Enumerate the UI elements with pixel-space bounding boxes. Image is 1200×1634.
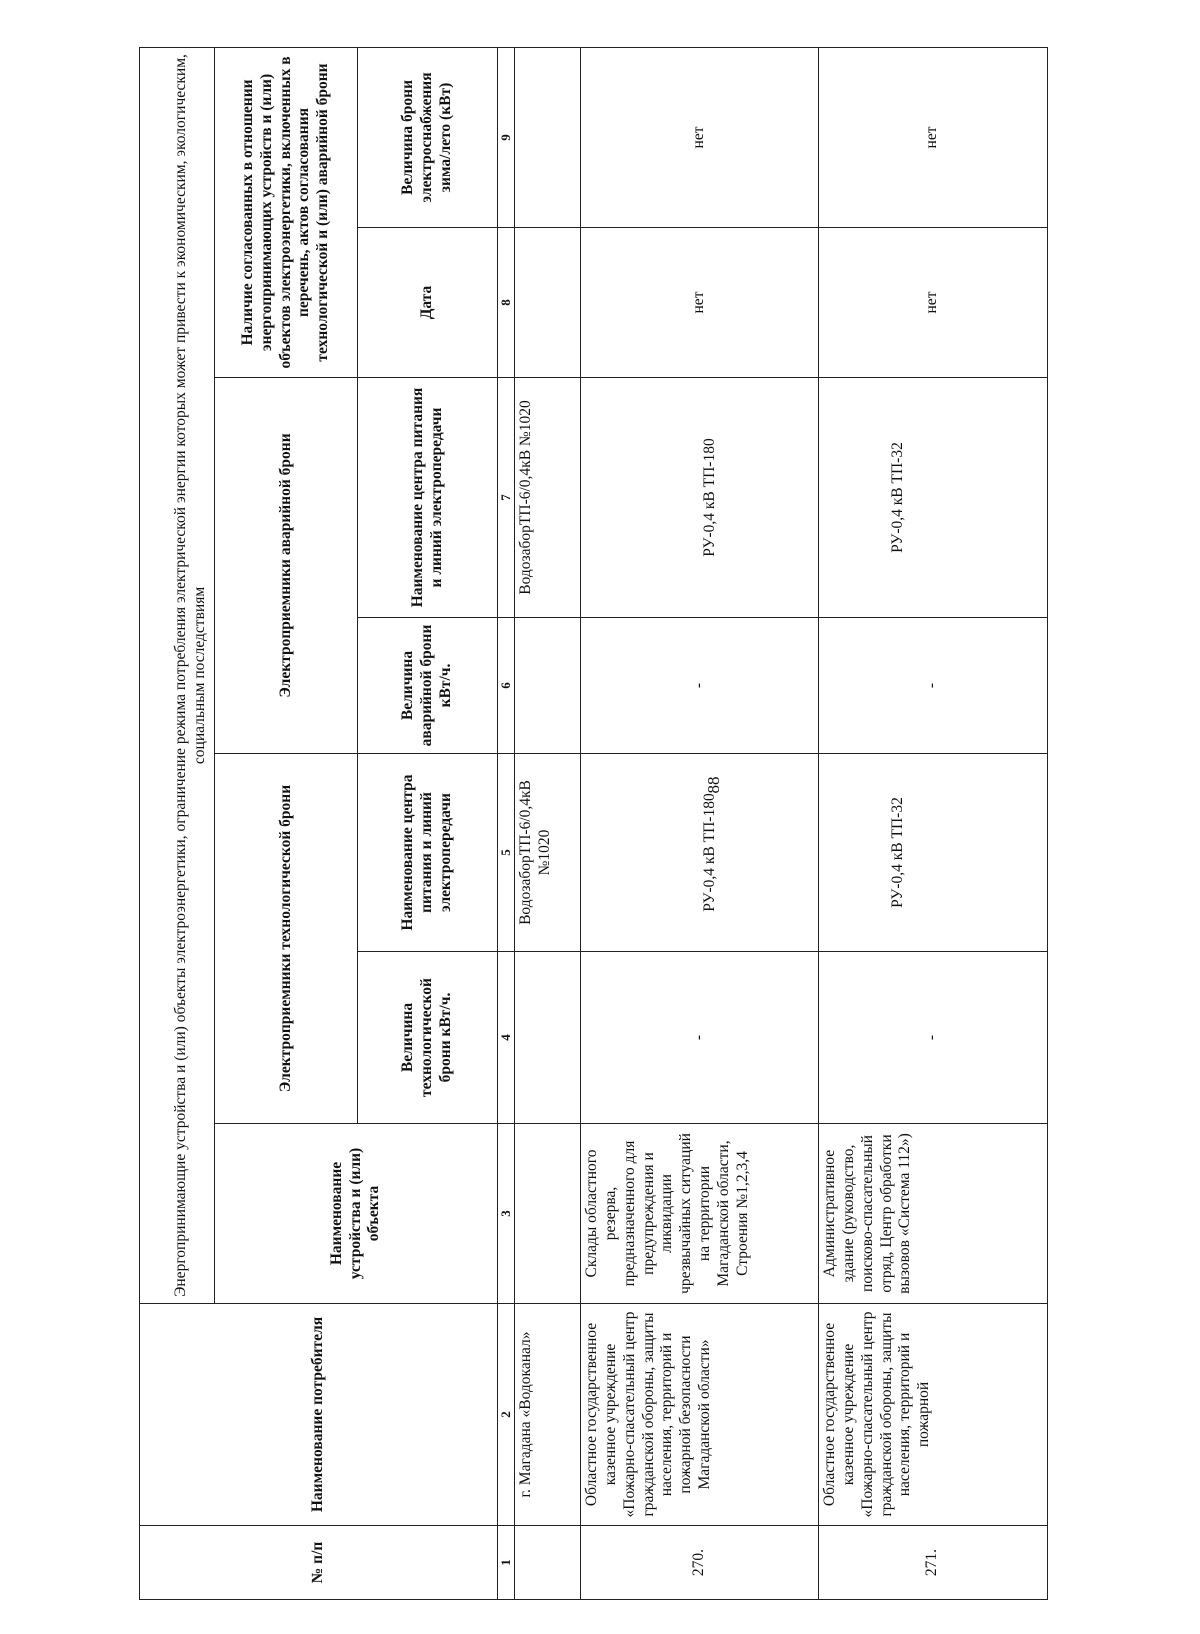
header-num: № п/п [140, 1526, 498, 1600]
table-row [514, 47, 580, 1599]
row-emerg-value: - [580, 618, 818, 754]
row-date: нет [818, 228, 1047, 378]
header-date: Дата [358, 228, 498, 378]
row-num [514, 1526, 580, 1600]
header-tech-group: Электроприемники технологической брони [215, 754, 358, 1124]
row-supply [514, 47, 580, 227]
header-consumer: Наименование потребителя [140, 1304, 498, 1526]
power-reservation-table [139, 47, 1048, 1600]
row-tech-center: ВодозаборТП-6/0,4кВ №1020 [514, 754, 580, 952]
header-emerg-value: Величина аварийной брони кВт/ч. [358, 618, 498, 754]
row-emerg-center: РУ-0,4 кВ ТП-32 [818, 378, 1047, 618]
row-consumer: г. Магадана «Водоканал» [514, 1304, 580, 1526]
table-row [818, 47, 1047, 1599]
row-tech-value: - [818, 952, 1047, 1124]
rotated-table-container [139, 48, 1044, 1600]
row-tech-center: РУ-0,4 кВ ТП-180 [580, 754, 818, 952]
header-supply: Величина брони электроснабжения зима/лето (кВт) [358, 47, 498, 227]
page-number: 88 [704, 776, 723, 794]
column-number: 2 [498, 1304, 515, 1526]
header-emerg-group: Электроприемники аварийной брони [215, 378, 358, 754]
row-tech-value [514, 952, 580, 1124]
row-date [514, 228, 580, 378]
row-emerg-value [514, 618, 580, 754]
column-number: 1 [498, 1526, 515, 1600]
column-number: 6 [498, 618, 515, 754]
row-date: нет [580, 228, 818, 378]
table-row [580, 47, 818, 1599]
row-tech-value: - [580, 952, 818, 1124]
header-device: Наименование устройства и (или) объекта [215, 1124, 498, 1304]
row-num: 271. [818, 1526, 1047, 1600]
column-number: 4 [498, 952, 515, 1124]
row-consumer: Областное государственное казенное учреждение «Пожарно-спасательный центр гражданской обороны, защиты населения, территорий и пожарной безопасности Магаданской области» [580, 1304, 818, 1526]
row-emerg-center: РУ-0,4 кВ ТП-180 [580, 378, 818, 618]
header-emerg-center: Наименование центра питания и линий электропередачи [358, 378, 498, 618]
row-device [514, 1124, 580, 1304]
row-tech-center: РУ-0,4 кВ ТП-32 [818, 754, 1047, 952]
row-supply: нет [818, 47, 1047, 227]
header-super: Энергопринимающие устройства и (или) объекты электроэнергетики, ограничение режима потребления электрической энергии которых может привести к экономическим, экологическим, социальным последствиям [140, 47, 215, 1303]
column-number: 7 [498, 378, 515, 618]
row-consumer: Областное государственное казенное учреждение «Пожарно-спасательный центр гражданской обороны, защиты населения, территорий и пожарной [818, 1304, 1047, 1526]
header-agreed-group: Наличие согласованных в отношении энергопринимающих устройств и (или) объектов электроэнергетики, включенных в перечень, актов согласования технологической и (или) аварийной брони [215, 47, 358, 377]
row-num: 270. [580, 1526, 818, 1600]
column-number: 9 [498, 47, 515, 227]
row-device: Административное здание (руководство, поисково-спасательный отряд, Центр обработки вызовов «Система 112») [818, 1124, 1047, 1304]
column-number: 3 [498, 1124, 515, 1304]
header-tech-center: Наименование центра питания и линий электропередачи [358, 754, 498, 952]
column-number: 5 [498, 754, 515, 952]
row-emerg-value: - [818, 618, 1047, 754]
header-tech-value: Величина технологической брони кВт/ч. [358, 952, 498, 1124]
row-supply: нет [580, 47, 818, 227]
row-device: Склады областного резерва, предназначенного для предупреждения и ликвидации чрезвычайных ситуаций на территории Магаданской области, Строения №1,2,3,4 [580, 1124, 818, 1304]
row-emerg-center: ВодозаборТП-6/0,4кВ №1020 [514, 378, 580, 618]
column-number: 8 [498, 228, 515, 378]
